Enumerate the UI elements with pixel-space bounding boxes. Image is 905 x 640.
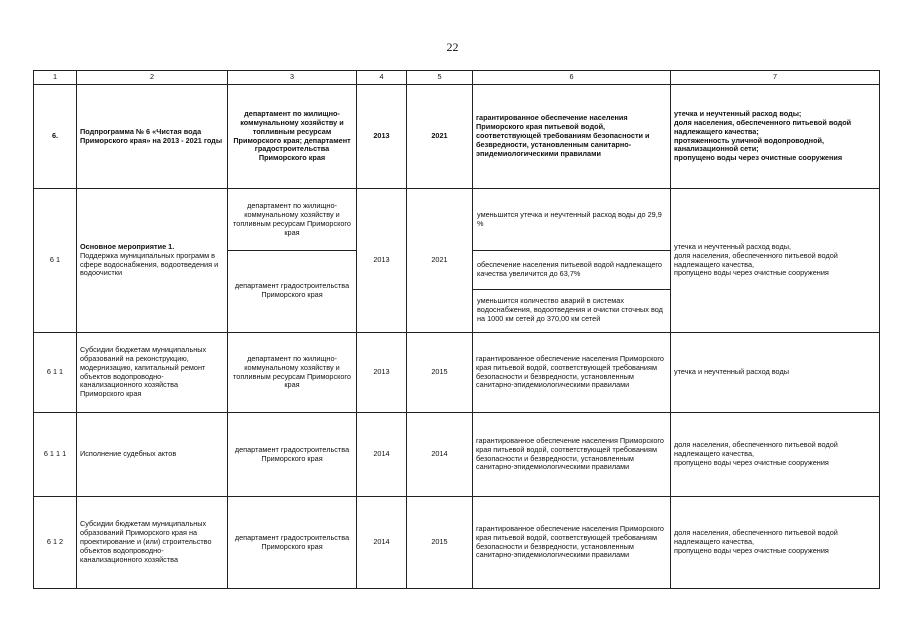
row-name-heading: Основное мероприятие 1. [80, 241, 175, 251]
table-row [34, 85, 880, 189]
row-name: Поддержка муниципальных программ в сфере водоснабжения, водоотведения и водоочистки [80, 250, 219, 278]
row-result: гарантированное обеспечение населения Приморского края питьевой водой, соответствующей требованиям безопасности и безвредности, установленным санитарно-эпидемиологическими правилами [473, 85, 671, 189]
header-cell: 1 [34, 71, 77, 85]
row-indicators: утечка и неучтенный расход воды, доля населения, обеспеченного питьевой водой надлежащего качества, пропущено воды через очистные сооружения [671, 189, 880, 333]
row-executor-b: департамент градостроительства Приморского края [228, 250, 356, 331]
row-executor: департамент градостроительства Приморского края [228, 413, 357, 497]
row-indicators: утечка и неучтенный расход воды [671, 333, 880, 413]
row-number: 6 1 1 [34, 333, 77, 413]
row-executor: департамент по жилищно-коммунальному хозяйству и топливным ресурсам Приморского края [228, 333, 357, 413]
row-end-year: 2015 [407, 333, 473, 413]
row-start-year: 2013 [357, 189, 407, 333]
row-number: 6. [34, 85, 77, 189]
row-name: Субсидии бюджетам муниципальных образований Приморского края на проектирование и (или) строительство объектов водопроводно-канализационного хозяйства [77, 497, 228, 589]
row-end-year: 2021 [407, 85, 473, 189]
row-result-b: обеспечение населения питьевой водой надлежащего качества увеличится до 63,7% [473, 250, 670, 289]
table-row [34, 497, 880, 589]
table-row [34, 189, 880, 333]
row-number: 6 1 2 [34, 497, 77, 589]
row-result: гарантированное обеспечение населения Приморского края питьевой водой, соответствующей требованиям безопасности и безвредности, установленным санитарно-эпидемиологическими правилами [473, 413, 671, 497]
row-name: Исполнение судебных актов [77, 413, 228, 497]
row-result: гарантированное обеспечение населения Приморского края питьевой водой, соответствующей требованиям безопасности и безвредности, установленным санитарно-эпидемиологическими правилами [473, 333, 671, 413]
row-indicators: доля населения, обеспеченного питьевой водой надлежащего качества, пропущено воды через очистные сооружения [671, 413, 880, 497]
row-start-year: 2013 [357, 333, 407, 413]
row-name: Субсидии бюджетам муниципальных образований на реконструкцию, модернизацию, капитальный ремонт объектов водопроводно-канализационного хозяйства Приморского края [77, 333, 228, 413]
row-end-year: 2015 [407, 497, 473, 589]
table-row [34, 333, 880, 413]
row-start-year: 2013 [357, 85, 407, 189]
header-cell: 4 [357, 71, 407, 85]
header-cell: 2 [77, 71, 228, 85]
row-end-year: 2014 [407, 413, 473, 497]
header-cell: 6 [473, 71, 671, 85]
header-cell: 3 [228, 71, 357, 85]
row-result-c: уменьшится количество аварий в системах водоснабжения, водоотведения и очистки сточных вод на 1000 км сетей до 370,00 км сетей [473, 289, 670, 331]
page-number: 22 [446, 40, 459, 54]
row-result: гарантированное обеспечение населения Приморского края питьевой водой, соответствующей требованиям безопасности и безвредности, установленным санитарно-эпидемиологическими правилами [473, 497, 671, 589]
row-indicators: утечка и неучтенный расход воды; доля населения, обеспеченного питьевой водой надлежащего качества; протяженность уличной водопроводной, канализационной сети; пропущено воды через очистные сооружения [671, 85, 880, 189]
header-row [34, 71, 880, 85]
row-start-year: 2014 [357, 413, 407, 497]
row-result-cell [473, 189, 671, 333]
row-executor-cell [228, 189, 357, 333]
row-number: 6 1 [34, 189, 77, 333]
row-end-year: 2021 [407, 189, 473, 333]
row-executor-a: департамент по жилищно-коммунальному хозяйству и топливным ресурсам Приморского края [233, 201, 351, 237]
table-row [34, 413, 880, 497]
row-start-year: 2014 [357, 497, 407, 589]
program-table [33, 70, 880, 589]
row-name-cell [77, 189, 228, 333]
row-indicators: доля населения, обеспеченного питьевой водой надлежащего качества, пропущено воды через очистные сооружения [671, 497, 880, 589]
row-executor: департамент по жилищно-коммунальному хозяйству и топливным ресурсам Приморского края; департамент градостроительства Приморского края [228, 85, 357, 189]
header-cell: 7 [671, 71, 880, 85]
header-cell: 5 [407, 71, 473, 85]
row-name: Подпрограмма № 6 «Чистая вода Приморского края» на 2013 - 2021 годы [77, 85, 228, 189]
row-result-a: уменьшится утечка и неучтенный расход воды до 29,9 % [477, 210, 662, 228]
row-executor: департамент градостроительства Приморского края [228, 497, 357, 589]
row-number: 6 1 1 1 [34, 413, 77, 497]
